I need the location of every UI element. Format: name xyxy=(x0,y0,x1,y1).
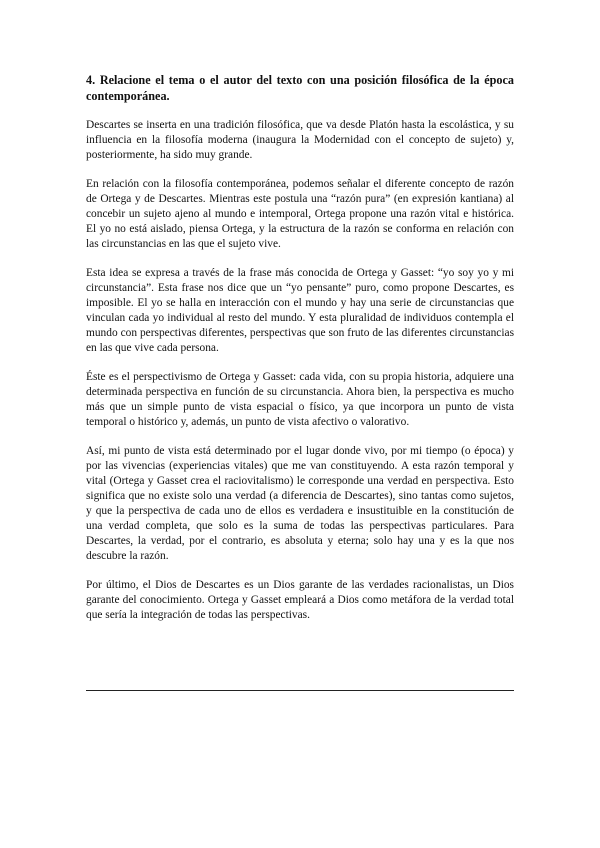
paragraph-6: Por último, el Dios de Descartes es un Dios garante de las verdades racionalistas, un Dios garante del conocimiento. Ortega y Gasset empleará a Dios como metáfora de la verdad total que sería la integración de todas las perspectivas. xyxy=(86,579,514,621)
document-page xyxy=(86,72,514,637)
horizontal-divider xyxy=(86,690,514,691)
paragraph-3: Esta idea se expresa a través de la frase más conocida de Ortega y Gasset: “yo soy yo y mi circunstancia”. Esta frase nos dice que un “yo pensante” puro, como propone Descartes, es imposible. El yo se halla en interacción con el mundo y hay una serie de circunstancias que vinculan cada yo individual al resto del mundo. Y esta pluralidad de individuos contempla el mundo con perspectivas diferentes, perspectivas que son fruto de las diferentes circunstancias en las que vive cada persona. xyxy=(86,267,514,354)
paragraph-5: Así, mi punto de vista está determinado por el lugar donde vivo, por mi tiempo (o época) y por las vivencias (experiencias vitales) que me van constituyendo. A esta razón temporal y vital (Ortega y Gasset crea el raciovitalismo) le corresponde una verdad en perspectiva. Esto significa que no existe solo una verdad (a diferencia de Descartes), sino tantas como sujetos, y que la perspectiva de cada uno de ellos es verdadera e insustituible en la constitución de una verdad completa, que solo es la suma de todas las perspectivas particulares. Para Descartes, la verdad, por el contrario, es absoluta y eterna; solo hay una y es la que nos descubre la razón. xyxy=(86,445,514,562)
question-heading: 4. Relacione el tema o el autor del texto con una posición filosófica de la época contemporánea. xyxy=(86,73,514,103)
paragraph-4: Éste es el perspectivismo de Ortega y Gasset: cada vida, con su propia historia, adquiere una determinada perspectiva en función de su circunstancia. Ahora bien, la perspectiva es mucho más que un simple punto de vista espacial o físico, ya que incorpora un punto de vista temporal o histórico y, además, un punto de vista afectivo o valorativo. xyxy=(86,371,514,428)
paragraph-2: En relación con la filosofía contemporánea, podemos señalar el diferente concepto de razón de Ortega y de Descartes. Mientras este postula una “razón pura” (en expresión kantiana) al concebir un sujeto ajeno al mundo e intemporal, Ortega propone una razón vital e histórica. El yo no está aislado, piensa Ortega, y la estructura de la razón se conforma en relación con las circunstancias en las que el sujeto vive. xyxy=(86,178,514,250)
paragraph-1: Descartes se inserta en una tradición filosófica, que va desde Platón hasta la escolástica, y su influencia en la filosofía moderna (inaugura la Modernidad con el concepto de sujeto) y, posteriormente, ha sido muy grande. xyxy=(86,119,514,161)
